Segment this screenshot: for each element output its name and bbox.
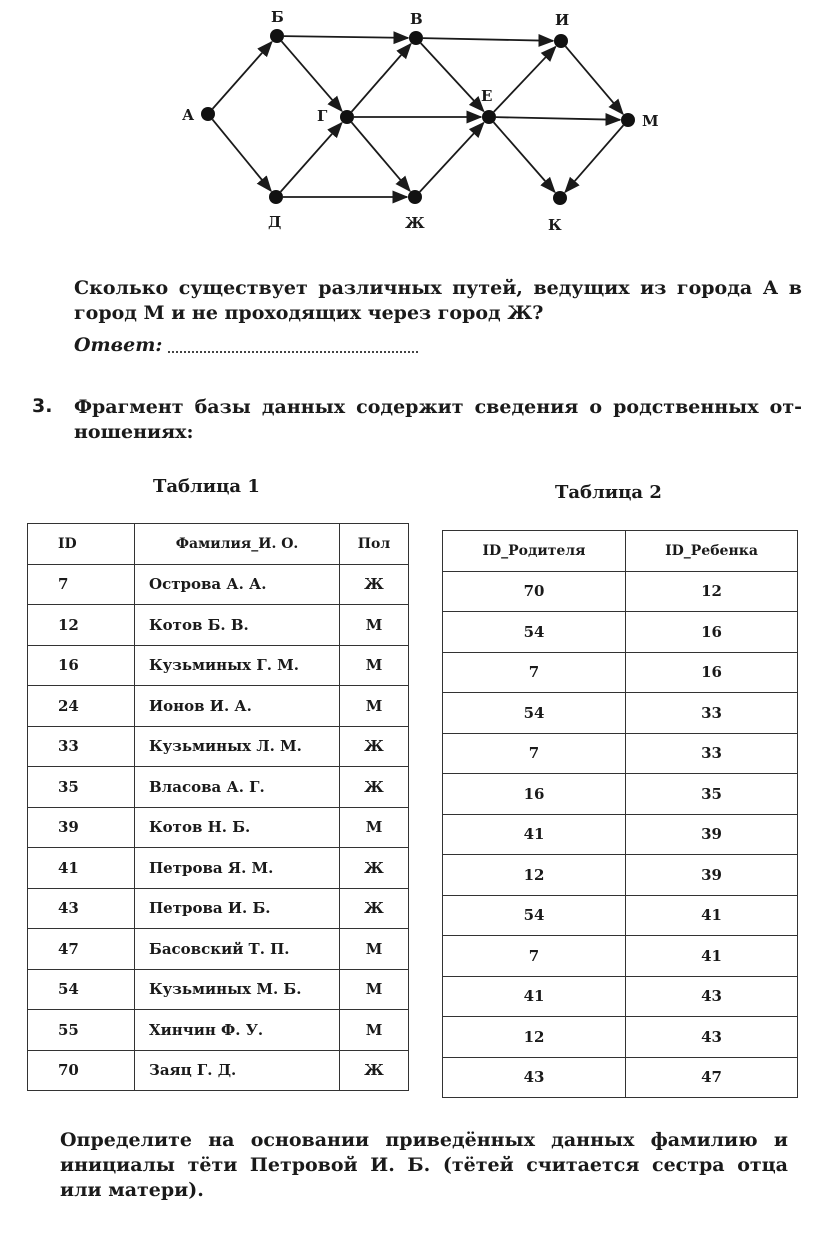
edge-V-E xyxy=(421,43,484,111)
node-label-A: А xyxy=(182,106,195,124)
table-cell: 47 xyxy=(28,929,135,970)
table-cell: М xyxy=(340,969,409,1010)
table-cell: 39 xyxy=(28,807,135,848)
node-G xyxy=(340,110,354,124)
node-V xyxy=(409,31,423,45)
table-row xyxy=(28,645,409,686)
table-row xyxy=(443,855,798,896)
table-row xyxy=(28,564,409,605)
answer-line xyxy=(74,334,418,356)
table-cell: 39 xyxy=(626,855,798,896)
edge-Zh-E xyxy=(420,123,484,192)
table-cell: Котов Н. Б. xyxy=(135,807,340,848)
node-label-V: В xyxy=(410,10,423,28)
table-cell: 54 xyxy=(443,612,626,653)
table-cell: 39 xyxy=(626,814,798,855)
header-sex: Пол xyxy=(340,524,409,565)
table-cell: 24 xyxy=(28,686,135,727)
table-cell: Ж xyxy=(340,767,409,808)
table-cell: Хинчин Ф. У. xyxy=(135,1010,340,1051)
answer-dotted-line xyxy=(168,351,418,353)
edge-E-K xyxy=(494,122,555,192)
table-cell: 16 xyxy=(626,652,798,693)
edge-A-B xyxy=(213,42,272,109)
table-cell: 43 xyxy=(626,976,798,1017)
table-cell: 41 xyxy=(626,936,798,977)
table-cell: Кузьминых Л. М. xyxy=(135,726,340,767)
table-cell: 54 xyxy=(28,969,135,1010)
node-B xyxy=(270,29,284,43)
table-cell: 7 xyxy=(28,564,135,605)
answer-label: Ответ: xyxy=(74,334,163,356)
table-cell: М xyxy=(340,605,409,646)
table-cell: 54 xyxy=(443,693,626,734)
table-row xyxy=(28,1050,409,1091)
table-row xyxy=(28,686,409,727)
header-name: Фамилия_И. О. xyxy=(135,524,340,565)
table-row xyxy=(443,936,798,977)
node-D xyxy=(269,190,283,204)
table-cell: М xyxy=(340,1010,409,1051)
table-cell: Ж xyxy=(340,1050,409,1091)
table-row xyxy=(443,612,798,653)
table-row xyxy=(443,814,798,855)
table-cell: 33 xyxy=(28,726,135,767)
table-cell: 7 xyxy=(443,652,626,693)
table-cell: Кузьминых Г. М. xyxy=(135,645,340,686)
table-cell: Острова А. А. xyxy=(135,564,340,605)
table-cell: М xyxy=(340,686,409,727)
table-cell: 35 xyxy=(28,767,135,808)
table-cell: 47 xyxy=(626,1057,798,1098)
table-row xyxy=(28,767,409,808)
table-cell: М xyxy=(340,929,409,970)
edge-E-I xyxy=(494,47,556,112)
table-cell: 41 xyxy=(626,895,798,936)
table-cell: Петрова Я. М. xyxy=(135,848,340,889)
relatives-table-2 xyxy=(442,530,798,1098)
table-cell: 55 xyxy=(28,1010,135,1051)
question-3-task: Определите на основании приведённых данных фамилию и инициалы тёти Петровой И. Б. (тётей считается сестра отца или матери). xyxy=(60,1129,788,1201)
node-Zh xyxy=(408,190,422,204)
table-cell: 33 xyxy=(626,693,798,734)
edge-I-M xyxy=(566,46,623,114)
node-E xyxy=(482,110,496,124)
table-row xyxy=(443,652,798,693)
edge-G-V xyxy=(352,44,411,112)
table-row xyxy=(28,726,409,767)
table-row xyxy=(28,848,409,889)
table-cell: Петрова И. Б. xyxy=(135,888,340,929)
table-cell: 12 xyxy=(626,571,798,612)
table-cell: 70 xyxy=(28,1050,135,1091)
node-I xyxy=(554,34,568,48)
node-label-E: Е xyxy=(481,87,493,105)
table-cell: 33 xyxy=(626,733,798,774)
table-cell: 43 xyxy=(28,888,135,929)
table-row xyxy=(28,969,409,1010)
question-2-text: Сколько существует различных путей, ведущих из города А в город М и не проходящих через город Ж? xyxy=(74,277,802,324)
table-cell: Ж xyxy=(340,848,409,889)
table-cell: Басовский Т. П. xyxy=(135,929,340,970)
road-graph xyxy=(0,0,700,240)
table-row xyxy=(443,1017,798,1058)
relatives-table-1 xyxy=(27,523,409,1091)
table-cell: 7 xyxy=(443,733,626,774)
node-label-D: Д xyxy=(268,213,282,231)
table-cell: Ж xyxy=(340,726,409,767)
node-label-Zh: Ж xyxy=(405,214,425,232)
table-row xyxy=(28,1010,409,1051)
edge-M-K xyxy=(565,125,623,192)
edge-G-Zh xyxy=(352,122,410,191)
table-cell: Котов Б. В. xyxy=(135,605,340,646)
table-cell: 12 xyxy=(443,855,626,896)
table-cell: 12 xyxy=(443,1017,626,1058)
table-row xyxy=(28,605,409,646)
table-cell: 12 xyxy=(28,605,135,646)
table-cell: Заяц Г. Д. xyxy=(135,1050,340,1091)
table-row xyxy=(28,888,409,929)
table-row xyxy=(28,929,409,970)
node-A xyxy=(201,107,215,121)
table-row xyxy=(443,693,798,734)
table-cell: 41 xyxy=(443,814,626,855)
header-parent-id: ID_Родителя xyxy=(443,531,626,572)
table-cell: Кузьминых М. Б. xyxy=(135,969,340,1010)
header-child-id: ID_Ребенка xyxy=(626,531,798,572)
table-1-caption: Таблица 1 xyxy=(153,476,260,497)
table-2-caption: Таблица 2 xyxy=(555,482,662,503)
question-3-intro: Фрагмент базы данных содержит сведения о родственных от-ношениях: xyxy=(74,396,802,443)
table-cell: Ж xyxy=(340,564,409,605)
table-cell: Ж xyxy=(340,888,409,929)
edge-B-V xyxy=(284,36,408,38)
node-label-G: Г xyxy=(317,107,328,125)
edge-E-M xyxy=(496,117,620,120)
table-cell: 70 xyxy=(443,571,626,612)
node-label-I: И xyxy=(555,11,570,29)
table-row xyxy=(443,1057,798,1098)
table-cell: М xyxy=(340,807,409,848)
table-cell: 43 xyxy=(443,1057,626,1098)
table-cell: Ионов И. А. xyxy=(135,686,340,727)
node-M xyxy=(621,113,635,127)
edge-B-G xyxy=(282,41,342,111)
table-cell: 41 xyxy=(443,976,626,1017)
table-cell: М xyxy=(340,645,409,686)
table-cell: 16 xyxy=(28,645,135,686)
node-label-B: Б xyxy=(271,8,284,26)
table-row xyxy=(443,571,798,612)
table-cell: 16 xyxy=(626,612,798,653)
table-cell: 16 xyxy=(443,774,626,815)
table-cell: 35 xyxy=(626,774,798,815)
table-cell: 54 xyxy=(443,895,626,936)
table-row xyxy=(443,976,798,1017)
node-label-M: М xyxy=(642,112,659,130)
table-cell: 43 xyxy=(626,1017,798,1058)
table-row xyxy=(443,774,798,815)
header-id: ID xyxy=(28,524,135,565)
question-3-number: 3. xyxy=(32,395,53,417)
edge-A-D xyxy=(212,119,270,190)
table-cell: Власова А. Г. xyxy=(135,767,340,808)
table-cell: 7 xyxy=(443,936,626,977)
node-K xyxy=(553,191,567,205)
edge-V-I xyxy=(423,38,553,41)
edge-D-G xyxy=(281,123,342,192)
table-cell: 41 xyxy=(28,848,135,889)
table-header-row xyxy=(28,524,409,565)
table-header-row xyxy=(443,531,798,572)
table-row xyxy=(28,807,409,848)
node-label-K: К xyxy=(548,216,562,234)
table-row xyxy=(443,733,798,774)
table-row xyxy=(443,895,798,936)
